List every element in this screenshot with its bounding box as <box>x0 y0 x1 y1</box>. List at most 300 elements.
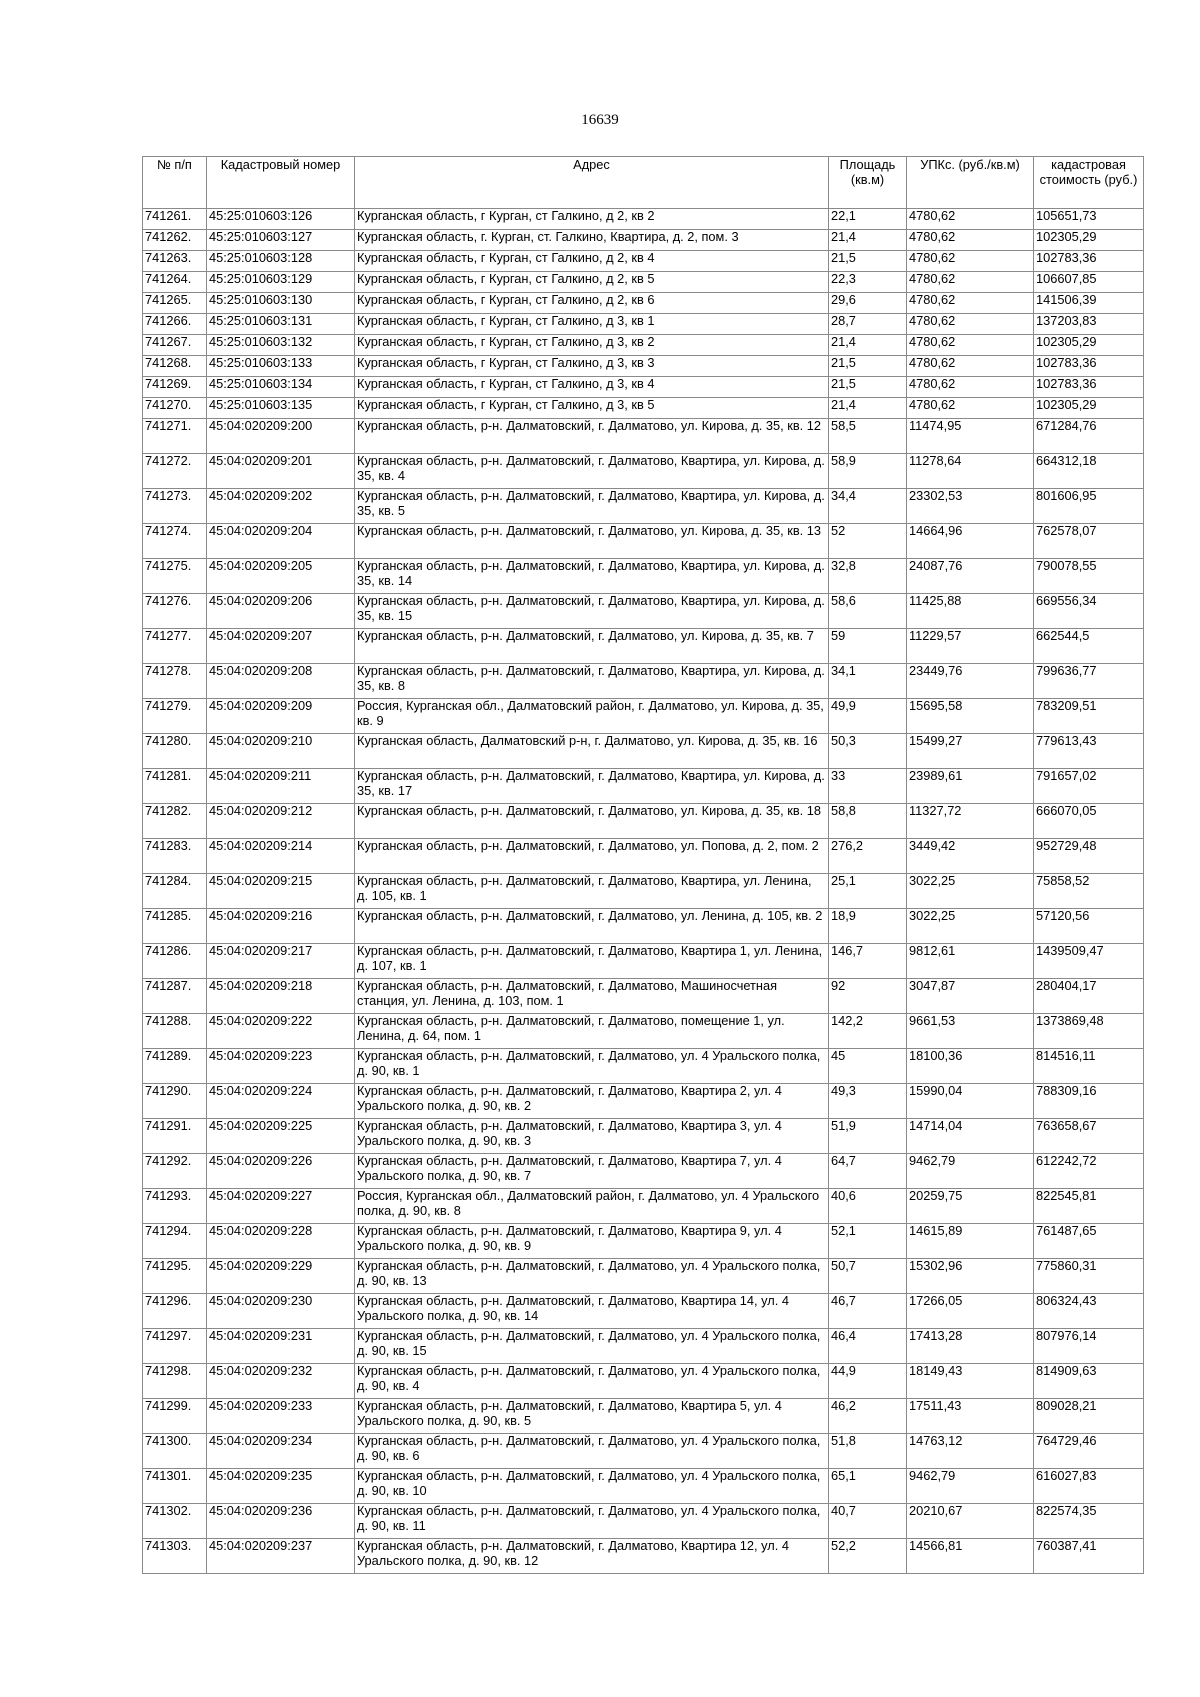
cell-cadastral-cost: 760387,41 <box>1034 1539 1144 1574</box>
cell-number: 741291. <box>143 1119 207 1154</box>
cell-area: 34,1 <box>829 664 907 699</box>
cell-upks: 14615,89 <box>907 1224 1034 1259</box>
cell-cadastral-number: 45:25:010603:130 <box>207 293 355 314</box>
cell-area: 51,8 <box>829 1434 907 1469</box>
cell-address: Курганская область, р-н. Далматовский, г. Далматово, Квартира 9, ул. 4 Уральского полка, д. 90, кв. 9 <box>355 1224 829 1259</box>
cell-cadastral-cost: 806324,43 <box>1034 1294 1144 1329</box>
cell-area: 49,9 <box>829 699 907 734</box>
cell-number: 741265. <box>143 293 207 314</box>
cell-upks: 17511,43 <box>907 1399 1034 1434</box>
cell-cadastral-number: 45:25:010603:127 <box>207 230 355 251</box>
table-row <box>143 979 1144 1014</box>
cell-upks: 4780,62 <box>907 377 1034 398</box>
cell-cadastral-number: 45:25:010603:132 <box>207 335 355 356</box>
cell-number: 741289. <box>143 1049 207 1084</box>
cell-area: 146,7 <box>829 944 907 979</box>
cell-address: Курганская область, р-н. Далматовский, г. Далматово, Квартира 7, ул. 4 Уральского полка, д. 90, кв. 7 <box>355 1154 829 1189</box>
header-area: Площадь (кв.м) <box>829 157 907 209</box>
table-row <box>143 629 1144 664</box>
cell-area: 25,1 <box>829 874 907 909</box>
cell-upks: 15695,58 <box>907 699 1034 734</box>
cell-address: Курганская область, р-н. Далматовский, г. Далматово, ул. Кирова, д. 35, кв. 18 <box>355 804 829 839</box>
cell-cadastral-cost: 822545,81 <box>1034 1189 1144 1224</box>
cell-area: 22,3 <box>829 272 907 293</box>
cell-upks: 18149,43 <box>907 1364 1034 1399</box>
cell-address: Курганская область, р-н. Далматовский, г. Далматово, ул. 4 Уральского полка, д. 90, кв. 4 <box>355 1364 829 1399</box>
header-cadastral-number: Кадастровый номер <box>207 157 355 209</box>
cell-cadastral-number: 45:04:020209:223 <box>207 1049 355 1084</box>
table-row <box>143 419 1144 454</box>
cell-number: 741294. <box>143 1224 207 1259</box>
table-row <box>143 1084 1144 1119</box>
cell-address: Курганская область, г Курган, ст Галкино, д 2, кв 6 <box>355 293 829 314</box>
cell-cadastral-cost: 779613,43 <box>1034 734 1144 769</box>
table-row <box>143 1539 1144 1574</box>
cell-area: 52,2 <box>829 1539 907 1574</box>
cell-number: 741298. <box>143 1364 207 1399</box>
cell-address: Курганская область, р-н. Далматовский, г. Далматово, Квартира 12, ул. 4 Уральского полка, д. 90, кв. 12 <box>355 1539 829 1574</box>
table-row <box>143 664 1144 699</box>
cell-area: 46,4 <box>829 1329 907 1364</box>
cell-address: Курганская область, р-н. Далматовский, г. Далматово, Квартира, ул. Кирова, д. 35, кв. 15 <box>355 594 829 629</box>
cell-number: 741261. <box>143 209 207 230</box>
cell-number: 741300. <box>143 1434 207 1469</box>
table-row <box>143 356 1144 377</box>
header-number: № п/п <box>143 157 207 209</box>
cell-address: Курганская область, р-н. Далматовский, г. Далматово, Квартира 14, ул. 4 Уральского полка, д. 90, кв. 14 <box>355 1294 829 1329</box>
cell-area: 142,2 <box>829 1014 907 1049</box>
cell-address: Курганская область, р-н. Далматовский, г. Далматово, Квартира 5, ул. 4 Уральского полка, д. 90, кв. 5 <box>355 1399 829 1434</box>
table-row <box>143 804 1144 839</box>
cell-number: 741287. <box>143 979 207 1014</box>
cell-upks: 4780,62 <box>907 251 1034 272</box>
table-row <box>143 944 1144 979</box>
cell-upks: 4780,62 <box>907 335 1034 356</box>
table-row <box>143 209 1144 230</box>
cell-cadastral-number: 45:04:020209:207 <box>207 629 355 664</box>
cell-cadastral-number: 45:04:020209:210 <box>207 734 355 769</box>
table-row <box>143 1259 1144 1294</box>
table-row <box>143 230 1144 251</box>
table-row <box>143 1189 1144 1224</box>
cell-cadastral-cost: 822574,35 <box>1034 1504 1144 1539</box>
cell-address: Курганская область, р-н. Далматовский, г. Далматово, Машиносчетная станция, ул. Ленина, д. 103, пом. 1 <box>355 979 829 1014</box>
cell-area: 21,4 <box>829 398 907 419</box>
cell-area: 32,8 <box>829 559 907 594</box>
cell-cadastral-cost: 761487,65 <box>1034 1224 1144 1259</box>
cell-area: 276,2 <box>829 839 907 874</box>
table-row <box>143 1119 1144 1154</box>
cell-cadastral-number: 45:04:020209:204 <box>207 524 355 559</box>
cell-cadastral-cost: 662544,5 <box>1034 629 1144 664</box>
cell-cadastral-cost: 102305,29 <box>1034 398 1144 419</box>
cell-address: Курганская область, р-н. Далматовский, г. Далматово, Квартира 1, ул. Ленина, д. 107, кв. 1 <box>355 944 829 979</box>
cell-number: 741275. <box>143 559 207 594</box>
cell-cadastral-cost: 807976,14 <box>1034 1329 1144 1364</box>
cell-area: 21,5 <box>829 377 907 398</box>
cell-address: Россия, Курганская обл., Далматовский район, г. Далматово, ул. 4 Уральского полка, д. 90, кв. 8 <box>355 1189 829 1224</box>
cell-cadastral-number: 45:04:020209:222 <box>207 1014 355 1049</box>
cell-upks: 11327,72 <box>907 804 1034 839</box>
cell-upks: 9661,53 <box>907 1014 1034 1049</box>
cell-area: 40,6 <box>829 1189 907 1224</box>
cell-cadastral-number: 45:04:020209:233 <box>207 1399 355 1434</box>
cell-cadastral-cost: 671284,76 <box>1034 419 1144 454</box>
cell-upks: 4780,62 <box>907 230 1034 251</box>
cell-number: 741274. <box>143 524 207 559</box>
cell-area: 50,3 <box>829 734 907 769</box>
cell-number: 741288. <box>143 1014 207 1049</box>
cell-upks: 4780,62 <box>907 314 1034 335</box>
cell-cadastral-cost: 75858,52 <box>1034 874 1144 909</box>
cell-cadastral-number: 45:04:020209:205 <box>207 559 355 594</box>
table-row <box>143 314 1144 335</box>
cell-upks: 15990,04 <box>907 1084 1034 1119</box>
table-row <box>143 1154 1144 1189</box>
cell-area: 21,4 <box>829 230 907 251</box>
cell-upks: 4780,62 <box>907 293 1034 314</box>
cell-address: Курганская область, г Курган, ст Галкино, д 3, кв 2 <box>355 335 829 356</box>
table-row <box>143 594 1144 629</box>
cell-cadastral-number: 45:04:020209:201 <box>207 454 355 489</box>
cell-upks: 24087,76 <box>907 559 1034 594</box>
cell-area: 18,9 <box>829 909 907 944</box>
page-number: 16639 <box>581 112 619 128</box>
cell-cadastral-number: 45:04:020209:226 <box>207 1154 355 1189</box>
table-body <box>143 209 1144 1574</box>
cell-cadastral-number: 45:04:020209:230 <box>207 1294 355 1329</box>
cell-number: 741299. <box>143 1399 207 1434</box>
table-row <box>143 398 1144 419</box>
cell-cadastral-cost: 814909,63 <box>1034 1364 1144 1399</box>
cell-upks: 17413,28 <box>907 1329 1034 1364</box>
cell-cadastral-cost: 664312,18 <box>1034 454 1144 489</box>
cell-cadastral-cost: 102305,29 <box>1034 335 1144 356</box>
cell-number: 741271. <box>143 419 207 454</box>
table-row <box>143 1294 1144 1329</box>
cell-number: 741281. <box>143 769 207 804</box>
table-row <box>143 839 1144 874</box>
cell-number: 741302. <box>143 1504 207 1539</box>
cell-upks: 3047,87 <box>907 979 1034 1014</box>
cell-cadastral-number: 45:04:020209:216 <box>207 909 355 944</box>
cell-address: Курганская область, р-н. Далматовский, г. Далматово, ул. 4 Уральского полка, д. 90, кв. 6 <box>355 1434 829 1469</box>
cell-cadastral-number: 45:04:020209:209 <box>207 699 355 734</box>
cell-address: Курганская область, р-н. Далматовский, г. Далматово, Квартира, ул. Ленина, д. 105, кв. 1 <box>355 874 829 909</box>
cell-cadastral-cost: 764729,46 <box>1034 1434 1144 1469</box>
cell-cadastral-number: 45:04:020209:232 <box>207 1364 355 1399</box>
cell-upks: 23989,61 <box>907 769 1034 804</box>
table-row <box>143 1364 1144 1399</box>
cell-number: 741290. <box>143 1084 207 1119</box>
cell-number: 741268. <box>143 356 207 377</box>
cell-cadastral-number: 45:04:020209:228 <box>207 1224 355 1259</box>
cell-address: Курганская область, р-н. Далматовский, г. Далматово, Квартира, ул. Кирова, д. 35, кв. 17 <box>355 769 829 804</box>
cell-cadastral-number: 45:25:010603:131 <box>207 314 355 335</box>
cell-upks: 15302,96 <box>907 1259 1034 1294</box>
cell-number: 741280. <box>143 734 207 769</box>
cell-cadastral-number: 45:04:020209:229 <box>207 1259 355 1294</box>
cell-number: 741295. <box>143 1259 207 1294</box>
table-row <box>143 874 1144 909</box>
cell-area: 64,7 <box>829 1154 907 1189</box>
cell-cadastral-number: 45:04:020209:214 <box>207 839 355 874</box>
cell-cadastral-number: 45:04:020209:235 <box>207 1469 355 1504</box>
cell-upks: 11425,88 <box>907 594 1034 629</box>
cell-number: 741276. <box>143 594 207 629</box>
table-row <box>143 489 1144 524</box>
cell-cadastral-number: 45:04:020209:237 <box>207 1539 355 1574</box>
header-upks: УПКс. (руб./кв.м) <box>907 157 1034 209</box>
cell-upks: 17266,05 <box>907 1294 1034 1329</box>
cell-address: Курганская область, р-н. Далматовский, г. Далматово, Квартира, ул. Кирова, д. 35, кв. 4 <box>355 454 829 489</box>
cell-cadastral-number: 45:04:020209:206 <box>207 594 355 629</box>
cadastral-value-table <box>142 156 1144 1574</box>
cell-cadastral-number: 45:04:020209:231 <box>207 1329 355 1364</box>
cell-number: 741286. <box>143 944 207 979</box>
cell-upks: 23449,76 <box>907 664 1034 699</box>
cell-area: 29,6 <box>829 293 907 314</box>
cell-area: 58,8 <box>829 804 907 839</box>
cell-area: 28,7 <box>829 314 907 335</box>
cell-number: 741301. <box>143 1469 207 1504</box>
cell-upks: 3449,42 <box>907 839 1034 874</box>
cell-cadastral-cost: 102783,36 <box>1034 251 1144 272</box>
cell-cadastral-cost: 783209,51 <box>1034 699 1144 734</box>
cell-address: Курганская область, Далматовский р-н, г. Далматово, ул. Кирова, д. 35, кв. 16 <box>355 734 829 769</box>
cell-number: 741279. <box>143 699 207 734</box>
cell-upks: 23302,53 <box>907 489 1034 524</box>
cell-cadastral-number: 45:25:010603:133 <box>207 356 355 377</box>
cell-area: 22,1 <box>829 209 907 230</box>
table-row <box>143 1049 1144 1084</box>
cell-cadastral-cost: 616027,83 <box>1034 1469 1144 1504</box>
cell-number: 741284. <box>143 874 207 909</box>
cell-upks: 9462,79 <box>907 1154 1034 1189</box>
cell-area: 40,7 <box>829 1504 907 1539</box>
table-row <box>143 251 1144 272</box>
cell-address: Курганская область, г Курган, ст Галкино, д 2, кв 4 <box>355 251 829 272</box>
table-row <box>143 1329 1144 1364</box>
cell-address: Курганская область, г Курган, ст Галкино, д 2, кв 2 <box>355 209 829 230</box>
cell-area: 58,5 <box>829 419 907 454</box>
table-row <box>143 769 1144 804</box>
cell-number: 741278. <box>143 664 207 699</box>
cell-number: 741303. <box>143 1539 207 1574</box>
cell-address: Курганская область, р-н. Далматовский, г. Далматово, Квартира, ул. Кирова, д. 35, кв. 5 <box>355 489 829 524</box>
cell-address: Курганская область, г Курган, ст Галкино, д 3, кв 3 <box>355 356 829 377</box>
cell-area: 58,9 <box>829 454 907 489</box>
cell-area: 46,7 <box>829 1294 907 1329</box>
cell-cadastral-number: 45:04:020209:224 <box>207 1084 355 1119</box>
cell-cadastral-cost: 141506,39 <box>1034 293 1144 314</box>
cell-cadastral-number: 45:04:020209:234 <box>207 1434 355 1469</box>
cell-cadastral-cost: 106607,85 <box>1034 272 1144 293</box>
table-row <box>143 272 1144 293</box>
table-row <box>143 909 1144 944</box>
cell-number: 741282. <box>143 804 207 839</box>
cell-address: Курганская область, р-н. Далматовский, г. Далматово, ул. 4 Уральского полка, д. 90, кв. 10 <box>355 1469 829 1504</box>
cell-area: 65,1 <box>829 1469 907 1504</box>
cell-cadastral-number: 45:25:010603:128 <box>207 251 355 272</box>
cell-cadastral-number: 45:04:020209:202 <box>207 489 355 524</box>
cell-upks: 20210,67 <box>907 1504 1034 1539</box>
cell-address: Курганская область, г Курган, ст Галкино, д 2, кв 5 <box>355 272 829 293</box>
cell-number: 741272. <box>143 454 207 489</box>
cell-cadastral-cost: 814516,11 <box>1034 1049 1144 1084</box>
header-address: Адрес <box>355 157 829 209</box>
cell-address: Курганская область, р-н. Далматовский, г. Далматово, ул. 4 Уральского полка, д. 90, кв. 11 <box>355 1504 829 1539</box>
cell-cadastral-cost: 280404,17 <box>1034 979 1144 1014</box>
table-row <box>143 734 1144 769</box>
cell-address: Курганская область, г Курган, ст Галкино, д 3, кв 1 <box>355 314 829 335</box>
table-row <box>143 699 1144 734</box>
cell-cadastral-cost: 790078,55 <box>1034 559 1144 594</box>
cell-area: 44,9 <box>829 1364 907 1399</box>
cell-cadastral-cost: 775860,31 <box>1034 1259 1144 1294</box>
cell-cadastral-number: 45:25:010603:129 <box>207 272 355 293</box>
cell-address: Курганская область, г. Курган, ст. Галкино, Квартира, д. 2, пом. 3 <box>355 230 829 251</box>
cell-area: 21,5 <box>829 356 907 377</box>
table-row <box>143 377 1144 398</box>
cell-cadastral-cost: 102783,36 <box>1034 356 1144 377</box>
cell-cadastral-cost: 763658,67 <box>1034 1119 1144 1154</box>
cell-cadastral-number: 45:04:020209:215 <box>207 874 355 909</box>
cell-area: 50,7 <box>829 1259 907 1294</box>
cell-area: 33 <box>829 769 907 804</box>
cell-address: Россия, Курганская обл., Далматовский район, г. Далматово, ул. Кирова, д. 35, кв. 9 <box>355 699 829 734</box>
cell-upks: 9462,79 <box>907 1469 1034 1504</box>
cell-cadastral-number: 45:04:020209:211 <box>207 769 355 804</box>
cell-number: 741269. <box>143 377 207 398</box>
cell-address: Курганская область, р-н. Далматовский, г. Далматово, ул. Кирова, д. 35, кв. 12 <box>355 419 829 454</box>
cell-cadastral-number: 45:04:020209:208 <box>207 664 355 699</box>
cell-upks: 4780,62 <box>907 398 1034 419</box>
cell-cadastral-cost: 57120,56 <box>1034 909 1144 944</box>
table-row <box>143 524 1144 559</box>
cell-cadastral-cost: 1373869,48 <box>1034 1014 1144 1049</box>
table-row <box>143 1434 1144 1469</box>
cell-cadastral-cost: 666070,05 <box>1034 804 1144 839</box>
cell-number: 741283. <box>143 839 207 874</box>
cell-address: Курганская область, р-н. Далматовский, г. Далматово, ул. Ленина, д. 105, кв. 2 <box>355 909 829 944</box>
table-row <box>143 1399 1144 1434</box>
cell-address: Курганская область, г Курган, ст Галкино, д 3, кв 4 <box>355 377 829 398</box>
cell-address: Курганская область, р-н. Далматовский, г. Далматово, Квартира, ул. Кирова, д. 35, кв. 14 <box>355 559 829 594</box>
table-row <box>143 293 1144 314</box>
cell-address: Курганская область, р-н. Далматовский, г. Далматово, ул. 4 Уральского полка, д. 90, кв. 13 <box>355 1259 829 1294</box>
cell-area: 34,4 <box>829 489 907 524</box>
cell-upks: 14664,96 <box>907 524 1034 559</box>
cell-cadastral-number: 45:04:020209:225 <box>207 1119 355 1154</box>
cell-upks: 20259,75 <box>907 1189 1034 1224</box>
cell-cadastral-cost: 762578,07 <box>1034 524 1144 559</box>
cell-number: 741267. <box>143 335 207 356</box>
cell-number: 741266. <box>143 314 207 335</box>
cell-cadastral-cost: 137203,83 <box>1034 314 1144 335</box>
cell-number: 741285. <box>143 909 207 944</box>
cell-cadastral-number: 45:04:020209:217 <box>207 944 355 979</box>
cell-number: 741297. <box>143 1329 207 1364</box>
cell-area: 92 <box>829 979 907 1014</box>
cell-address: Курганская область, р-н. Далматовский, г. Далматово, ул. Кирова, д. 35, кв. 13 <box>355 524 829 559</box>
cell-cadastral-cost: 809028,21 <box>1034 1399 1144 1434</box>
cell-number: 741273. <box>143 489 207 524</box>
cell-number: 741264. <box>143 272 207 293</box>
cell-cadastral-number: 45:25:010603:134 <box>207 377 355 398</box>
table-row <box>143 559 1144 594</box>
cell-area: 21,5 <box>829 251 907 272</box>
cell-cadastral-number: 45:04:020209:218 <box>207 979 355 1014</box>
cell-cadastral-cost: 612242,72 <box>1034 1154 1144 1189</box>
cell-area: 59 <box>829 629 907 664</box>
cell-upks: 14566,81 <box>907 1539 1034 1574</box>
cell-number: 741262. <box>143 230 207 251</box>
cell-number: 741277. <box>143 629 207 664</box>
cell-cadastral-cost: 801606,95 <box>1034 489 1144 524</box>
cell-upks: 4780,62 <box>907 209 1034 230</box>
cell-upks: 9812,61 <box>907 944 1034 979</box>
cell-area: 46,2 <box>829 1399 907 1434</box>
cell-upks: 3022,25 <box>907 909 1034 944</box>
table-header-row <box>143 157 1144 209</box>
cell-upks: 11278,64 <box>907 454 1034 489</box>
cell-upks: 4780,62 <box>907 272 1034 293</box>
cell-cadastral-cost: 102783,36 <box>1034 377 1144 398</box>
cell-address: Курганская область, р-н. Далматовский, г. Далматово, Квартира 3, ул. 4 Уральского полка, д. 90, кв. 3 <box>355 1119 829 1154</box>
cell-address: Курганская область, р-н. Далматовский, г. Далматово, ул. Кирова, д. 35, кв. 7 <box>355 629 829 664</box>
table-row <box>143 1224 1144 1259</box>
table-row <box>143 454 1144 489</box>
table-row <box>143 1504 1144 1539</box>
cell-cadastral-cost: 788309,16 <box>1034 1084 1144 1119</box>
cell-address: Курганская область, р-н. Далматовский, г. Далматово, Квартира 2, ул. 4 Уральского полка, д. 90, кв. 2 <box>355 1084 829 1119</box>
cell-address: Курганская область, р-н. Далматовский, г. Далматово, ул. Попова, д. 2, пом. 2 <box>355 839 829 874</box>
cell-number: 741270. <box>143 398 207 419</box>
header-cadastral-cost: кадастровая стоимость (руб.) <box>1034 157 1144 209</box>
cell-address: Курганская область, р-н. Далматовский, г. Далматово, ул. 4 Уральского полка, д. 90, кв. 15 <box>355 1329 829 1364</box>
cell-cadastral-cost: 791657,02 <box>1034 769 1144 804</box>
cell-upks: 11229,57 <box>907 629 1034 664</box>
cell-cadastral-cost: 102305,29 <box>1034 230 1144 251</box>
cell-cadastral-number: 45:25:010603:126 <box>207 209 355 230</box>
table-row <box>143 1469 1144 1504</box>
cell-address: Курганская область, р-н. Далматовский, г. Далматово, ул. 4 Уральского полка, д. 90, кв. 1 <box>355 1049 829 1084</box>
cell-cadastral-cost: 799636,77 <box>1034 664 1144 699</box>
cell-area: 49,3 <box>829 1084 907 1119</box>
cell-upks: 15499,27 <box>907 734 1034 769</box>
cell-cadastral-number: 45:04:020209:236 <box>207 1504 355 1539</box>
cell-cadastral-number: 45:04:020209:200 <box>207 419 355 454</box>
cell-upks: 14763,12 <box>907 1434 1034 1469</box>
cell-cadastral-number: 45:04:020209:227 <box>207 1189 355 1224</box>
table-row <box>143 335 1144 356</box>
cell-cadastral-cost: 105651,73 <box>1034 209 1144 230</box>
cell-number: 741263. <box>143 251 207 272</box>
cell-area: 52 <box>829 524 907 559</box>
cell-cadastral-number: 45:25:010603:135 <box>207 398 355 419</box>
cell-upks: 14714,04 <box>907 1119 1034 1154</box>
cell-address: Курганская область, р-н. Далматовский, г. Далматово, помещение 1, ул. Ленина, д. 64, пом. 1 <box>355 1014 829 1049</box>
cell-address: Курганская область, р-н. Далматовский, г. Далматово, Квартира, ул. Кирова, д. 35, кв. 8 <box>355 664 829 699</box>
cell-cadastral-cost: 669556,34 <box>1034 594 1144 629</box>
cell-upks: 18100,36 <box>907 1049 1034 1084</box>
cell-number: 741293. <box>143 1189 207 1224</box>
cell-area: 52,1 <box>829 1224 907 1259</box>
cell-upks: 3022,25 <box>907 874 1034 909</box>
cell-upks: 11474,95 <box>907 419 1034 454</box>
cell-number: 741292. <box>143 1154 207 1189</box>
